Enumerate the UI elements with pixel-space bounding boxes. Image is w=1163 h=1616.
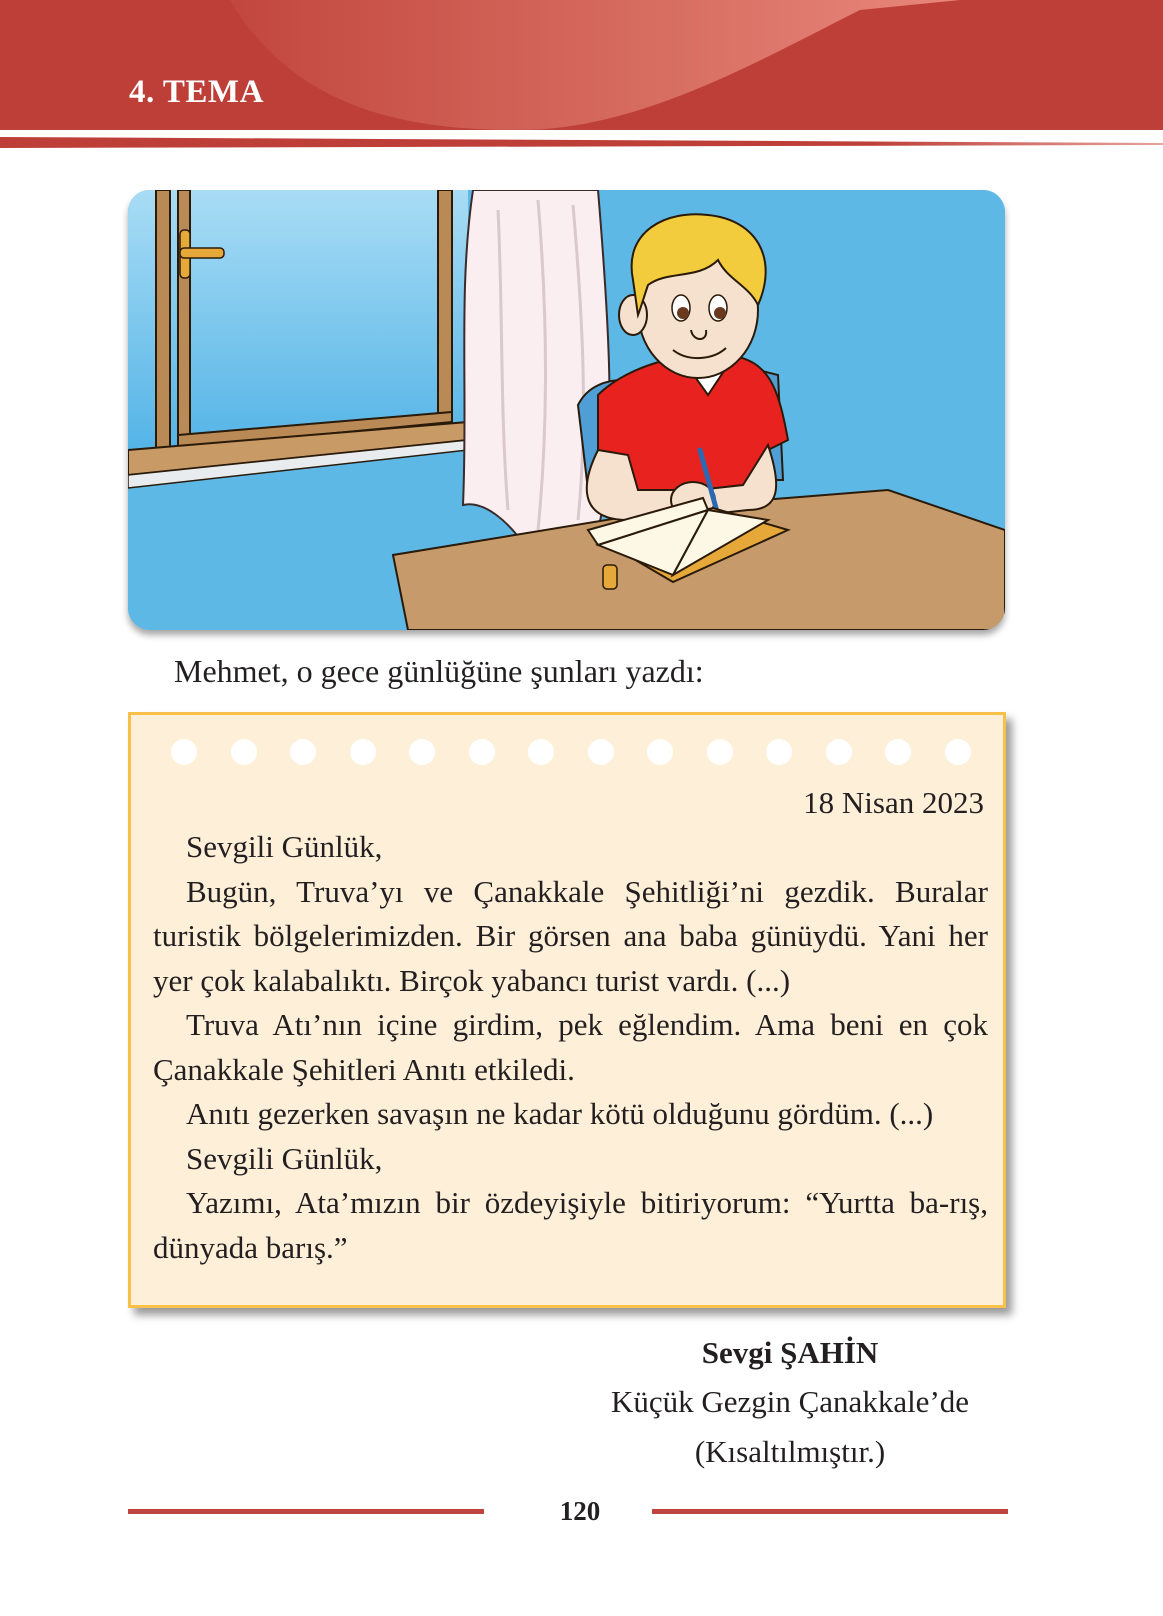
binding-hole xyxy=(469,739,495,765)
diary-body xyxy=(153,825,988,1270)
diary-paragraph: Sevgili Günlük, xyxy=(186,1140,383,1176)
chapter-title: 4. TEMA xyxy=(129,74,264,110)
source-author: Sevgi ŞAHİN xyxy=(701,1335,879,1370)
binding-hole xyxy=(766,739,792,765)
binding-hole xyxy=(231,739,257,765)
diary-date: 18 Nisan 2023 xyxy=(803,785,984,820)
binding-hole xyxy=(945,739,971,765)
window xyxy=(128,190,468,488)
diary-entry-box xyxy=(128,712,1006,1308)
binding-hole xyxy=(171,739,197,765)
boy-writing-diary-image xyxy=(128,190,1005,630)
binding-hole xyxy=(350,739,376,765)
binding-hole xyxy=(647,739,673,765)
binding-hole xyxy=(528,739,554,765)
footer-divider-left xyxy=(128,1509,484,1514)
binding-hole xyxy=(885,739,911,765)
binding-hole xyxy=(826,739,852,765)
footer-divider-right xyxy=(652,1509,1008,1514)
binding-hole xyxy=(707,739,733,765)
binding-hole xyxy=(588,739,614,765)
intro-sentence: Mehmet, o gece günlüğüne şunları yazdı: xyxy=(174,653,704,689)
diary-paragraph: Bugün, Truva’yı ve Çanakkale Şehitliği’ni gezdik. Buralar turistik bölgelerimizden. Bir görsen ana baba günüydü. Yani her yer çok kalabalıktı. Birçok yabancı turist vardı. (...) xyxy=(153,873,988,998)
diary-paragraph: Anıtı gezerken savaşın ne kadar kötü olduğunu gördüm. (...) xyxy=(186,1096,934,1131)
source-book-title: Küçük Gezgin Çanakkale’de xyxy=(610,1384,970,1419)
header-divider-stripe xyxy=(0,136,1163,148)
diary-paragraph: Yazımı, Ata’mızın bir özdeyişiyle bitiriyorum: “Yurtta ba-rış, dünyada barış.” xyxy=(153,1185,988,1265)
page-number: 120 xyxy=(559,1496,601,1526)
chapter-header xyxy=(0,0,1163,130)
diary-paragraph: Sevgili Günlük, xyxy=(186,829,383,864)
notebook-binding-dots xyxy=(171,739,971,767)
diary-paragraph: Truva Atı’nın içine girdim, pek eğlendim. Ama beni en çok Çanakkale Şehitleri Anıtı etkiledi. xyxy=(153,1007,988,1087)
diary-illustration xyxy=(128,190,1005,630)
binding-hole xyxy=(409,739,435,765)
binding-hole xyxy=(290,739,316,765)
source-note: (Kısaltılmıştır.) xyxy=(694,1434,886,1469)
